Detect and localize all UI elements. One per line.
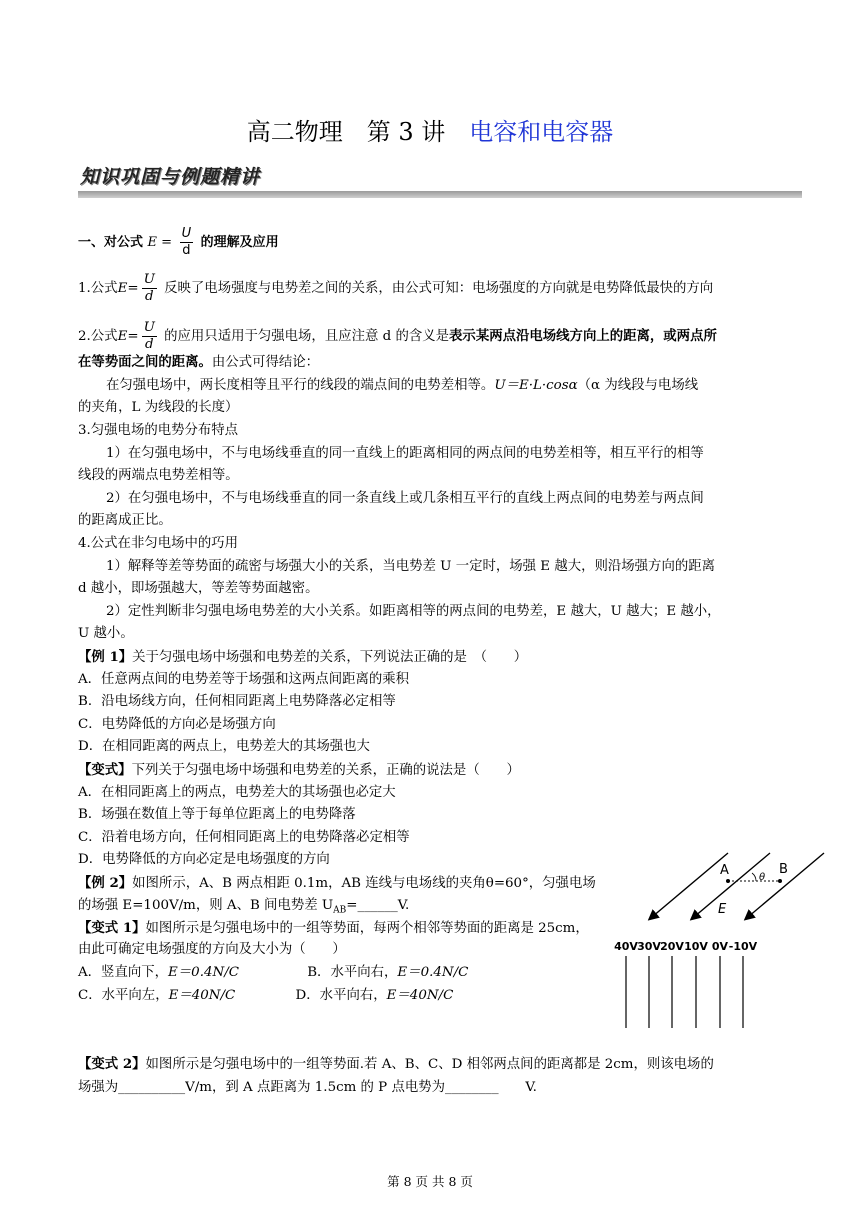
variant2-line2: 场强为__________V/m，到 A 点距离为 1.5cm 的 P 点电势为________ V.	[78, 1080, 537, 1095]
example-2-label: 【例 2】	[78, 875, 133, 891]
formula-lhs: E =	[147, 235, 173, 250]
section-heading	[78, 226, 279, 259]
variant1-line1	[78, 918, 589, 939]
formula-fraction-1: $\frac{U}{d}$	[143, 272, 155, 304]
paragraph-2-cont	[78, 352, 319, 373]
equipotential-label: 20V	[660, 940, 684, 953]
example-1-stem	[78, 647, 527, 668]
variant-option-a: A．在相同距离上的两点，电势差大的其场强也必定大	[78, 785, 396, 800]
variant1-option-b: B．水平向右，	[307, 965, 398, 980]
section-banner	[78, 160, 802, 200]
equipotential-label: 40V	[614, 940, 638, 953]
p1-pre: 1.公式	[78, 281, 118, 296]
variant2-text: 如图所示是匀强电场中的一组等势面.若 A、B、C、D 相邻两点间的距离都是 2cm，则该电场的	[145, 1057, 714, 1072]
variant-label: 【变式】	[78, 762, 132, 778]
variant1-label: 【变式 1】	[78, 920, 146, 936]
theta-arc	[752, 873, 756, 881]
variant-option-b: B．场强在数值上等于每单位距离上的电势降落	[78, 807, 356, 822]
field-lines-figure	[640, 850, 830, 922]
variant1-option-a: A．竖直向下，	[78, 965, 169, 980]
p4-item1: 1）在匀强电场中，不与电场线垂直的同一直线上的距离相同的两点间的电势差相等，相互平行的相等	[106, 446, 704, 461]
banner-bar	[78, 191, 802, 198]
paragraph-2: 2.公式E= $\frac{U}{d}$ 的应用只适用于匀强电场，且应注意 d 的含义是表示某两点沿电场线方向上的距离，或两点所	[78, 320, 717, 352]
p2-tail: 由公式可得结论：	[211, 355, 320, 370]
label-b: B	[779, 862, 788, 877]
p3-formula: U＝E·L·cosα	[494, 378, 578, 393]
variant1-options-ab	[78, 963, 468, 983]
example-2-text: 如图所示，A、B 两点相距 0.1m，AB 连线与电场线的夹角θ=60°，匀强电场	[132, 876, 596, 891]
example-2-line1	[78, 873, 596, 894]
p2-mid: 的应用只适用于匀强电场，且应注意 d 的含义是	[164, 329, 450, 344]
p1-post: 反映了电场强度与电势差之间的关系，由公式可知：电场强度的方向就是电势降低最快的方向	[164, 281, 714, 296]
point-b	[778, 879, 782, 883]
variant-stem	[78, 760, 520, 781]
heading-post: 的理解及应用	[200, 235, 279, 250]
example-1-option-c: C．电势降低的方向必是场强方向	[78, 717, 276, 732]
point-a	[726, 879, 730, 883]
example-2-line2	[78, 896, 409, 921]
variant1-line2: 由此可确定电场强度的方向及大小为（ ）	[78, 942, 346, 957]
example-1-option-b: B．沿电场线方向，任何相同距离上电势降落必定相等	[78, 694, 396, 709]
variant1-value-d: E＝40N/C	[386, 988, 454, 1003]
p5-head: 4.公式在非匀电场中的巧用	[78, 536, 239, 551]
uab-subscript: AB	[333, 905, 347, 916]
paragraph-1: 1.公式E= $\frac{U}{d}$ 反映了电场强度与电势差之间的关系，由公式可知：电场强度的方向就是电势降低最快的方向	[78, 272, 714, 304]
formula-fraction: $\frac{U}{d}$	[181, 226, 192, 258]
variant1-value-c: E＝40N/C	[168, 988, 236, 1003]
banner-text: 知识巩固与例题精讲	[80, 166, 261, 188]
variant-text: 下列关于匀强电场中场强和电势差的关系，正确的说法是（ ）	[131, 763, 520, 778]
p2-bold1: 表示某两点沿电场线方向上的距离，或两点所	[449, 328, 717, 344]
example-1-label: 【例 1】	[78, 649, 133, 665]
equipotential-label: 30V	[637, 940, 661, 953]
variant1-option-c: C．水平向左，	[78, 988, 169, 1003]
p3-post: （α 为线段与电场线	[577, 378, 699, 393]
p4-item1-cont: 线段的两端点电势差相等。	[78, 468, 239, 483]
example-2-blank: =______V.	[346, 898, 410, 913]
variant-option-c: C．沿着电场方向，任何相同距离上的电势降落必定相等	[78, 830, 410, 845]
p4-item2: 2）在匀强电场中，不与电场线垂直的同一条直线上或几条相互平行的直线上两点间的电势差与两点间	[106, 491, 704, 506]
p3-pre: 在匀强电场中，两长度相等且平行的线段的端点间的电势差相等。	[106, 378, 495, 393]
equipotential-label: 0V	[711, 940, 729, 953]
page-title	[0, 112, 860, 147]
p5-item2-cont: U 越小。	[78, 626, 134, 641]
title-topic: 电容和电容器	[469, 118, 614, 146]
formula-fraction-2: $\frac{U}{d}$	[143, 320, 155, 352]
variant1-value-b: E＝0.4N/C	[397, 965, 469, 980]
variant2-line1	[78, 1054, 714, 1075]
equipotential-figure	[612, 938, 772, 1032]
variant1-option-d: D．水平向右，	[295, 988, 387, 1003]
example-1-option-d: D．在相同距离的两点上，电势差大的其场强也大	[78, 739, 370, 754]
field-line-1	[652, 853, 728, 917]
label-theta: θ	[759, 872, 766, 883]
heading-pre: 一、对公式	[78, 235, 144, 250]
equipotential-label: 10V	[684, 940, 708, 953]
p2-bold2: 在等势面之间的距离。	[78, 354, 212, 370]
paragraph-3-cont: 的夹角，L 为线段的长度）	[78, 400, 239, 415]
example-1-text: 关于匀强电场中场强和电势差的关系，下列说法正确的是 （ ）	[132, 650, 528, 665]
equipotential-label: -10V	[728, 940, 758, 953]
label-a: A	[720, 863, 729, 878]
title-main: 高二物理 第 3 讲	[246, 118, 470, 146]
p4-head: 3.匀强电场的电势分布特点	[78, 423, 239, 438]
example-2-l2-pre: 的场强 E=100V/m，则 A、B 间电势差 U	[78, 898, 334, 913]
variant1-text: 如图所示是匀强电场中的一组等势面，每两个相邻等势面的距离是 25cm，	[145, 921, 589, 936]
p2-pre: 2.公式	[78, 329, 118, 344]
p5-item1: 1）解释等差等势面的疏密与场强大小的关系，当电势差 U 一定时，场强 E 越大，则沿场强方向的距离	[106, 559, 716, 574]
variant2-label: 【变式 2】	[78, 1056, 146, 1072]
label-e: E	[718, 902, 727, 917]
p5-item2: 2）定性判断非匀强电场电势差的大小关系。如距离相等的两点间的电势差，E 越大，U 越大；E 越小，	[106, 604, 721, 619]
variant1-value-a: E＝0.4N/C	[168, 965, 239, 980]
example-1-option-a: A．任意两点间的电势差等于场强和这两点间距离的乘积	[78, 672, 410, 687]
paragraph-3	[106, 376, 698, 396]
variant-option-d: D．电势降低的方向必定是电场强度的方向	[78, 852, 330, 867]
p4-item2-cont: 的距离成正比。	[78, 513, 172, 528]
page-footer: 第 8 页 共 8 页	[387, 1174, 473, 1189]
p5-item1-cont: d 越小，即场强越大，等差等势面越密。	[78, 581, 319, 596]
variant1-options-cd	[78, 986, 453, 1006]
